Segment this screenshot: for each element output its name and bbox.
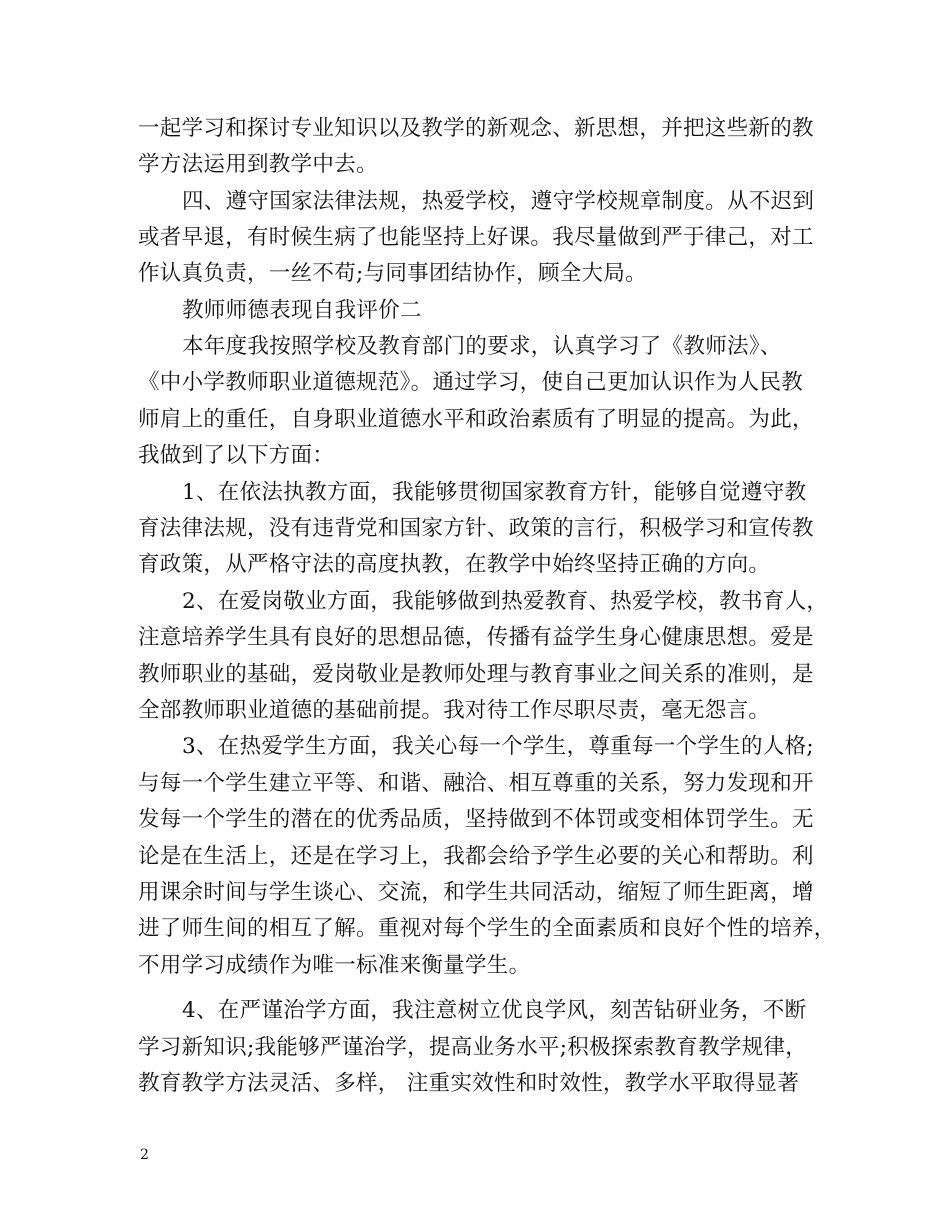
section-heading: 教师师德表现自我评价二 bbox=[182, 298, 422, 323]
text-line: 进了师生间的相互了解。重视对每个学生的全面素质和良好个性的培养， bbox=[138, 916, 836, 941]
text-line: 教育教学方法灵活、多样， 注重实效性和时效性，教学水平取得显著 bbox=[138, 1071, 800, 1096]
text-line: 或者早退，有时候生病了也能坚持上好课。我尽量做到严于律己，对工 bbox=[138, 225, 814, 250]
text-line: 学方法运用到教学中去。 bbox=[138, 152, 378, 177]
text-line: 与每一个学生建立平等、和谐、融洽、相互尊重的关系，努力发现和开 bbox=[138, 771, 814, 796]
text-line: 论是在生活上，还是在学习上，我都会给予学生必要的关心和帮助。利 bbox=[138, 844, 814, 869]
text-line: 用课余时间与学生谈心、交流，和学生共同活动，缩短了师生距离，增 bbox=[138, 880, 814, 905]
text-line: 师肩上的重任，自身职业道德水平和政治素质有了明显的提高。为此， bbox=[138, 407, 814, 432]
text-line: 学习新知识;我能够严谨治学，提高业务水平;积极探索教育教学规律， bbox=[138, 1035, 808, 1060]
text-line: 一起学习和探讨专业知识以及教学的新观念、新思想，并把这些新的教 bbox=[138, 116, 814, 141]
text-line: 不用学习成绩作为唯一标准来衡量学生。 bbox=[138, 953, 531, 978]
text-line: 全部教师职业道德的基础前提。我对待工作尽职尽责，毫无怨言。 bbox=[138, 698, 771, 723]
text-line: 2、在爱岗敬业方面，我能够做到热爱教育、热爱学校，教书育人， bbox=[182, 589, 829, 614]
text-line: 育法律法规，没有违背党和国家方针、政策的言行，积极学习和宣传教 bbox=[138, 516, 814, 541]
text-line: 我做到了以下方面： bbox=[138, 443, 335, 468]
text-line: 发每一个学生的潜在的优秀品质，坚持做到不体罚或变相体罚学生。无 bbox=[138, 807, 814, 832]
text-line: 教师职业的基础，爱岗敬业是教师处理与教育事业之间关系的准则，是 bbox=[138, 662, 814, 687]
text-line: 作认真负责，一丝不苟;与同事团结协作，顾全大局。 bbox=[138, 261, 647, 286]
text-line: 《中小学教师职业道德规范》。通过学习，使自己更加认识作为人民教 bbox=[138, 370, 804, 395]
text-line: 1、在依法执教方面，我能够贯彻国家教育方针，能够自觉遵守教 bbox=[182, 480, 807, 505]
text-line: 3、在热爱学生方面，我关心每一个学生，尊重每一个学生的人格; bbox=[182, 734, 814, 759]
page-number: 2 bbox=[140, 1147, 149, 1163]
text-line: 育政策，从严格守法的高度执教，在教学中始终坚持正确的方向。 bbox=[138, 552, 771, 577]
text-line: 注意培养学生具有良好的思想品德，传播有益学生身心健康思想。爱是 bbox=[138, 625, 814, 650]
text-line: 本年度我按照学校及教育部门的要求，认真学习了《教师法》、 bbox=[182, 334, 782, 359]
text-line: 四、遵守国家法律法规，热爱学校，遵守学校规章制度。从不迟到 bbox=[182, 189, 815, 214]
text-line: 4、在严谨治学方面，我注意树立优良学风，刻苦钻研业务，不断 bbox=[182, 998, 807, 1023]
